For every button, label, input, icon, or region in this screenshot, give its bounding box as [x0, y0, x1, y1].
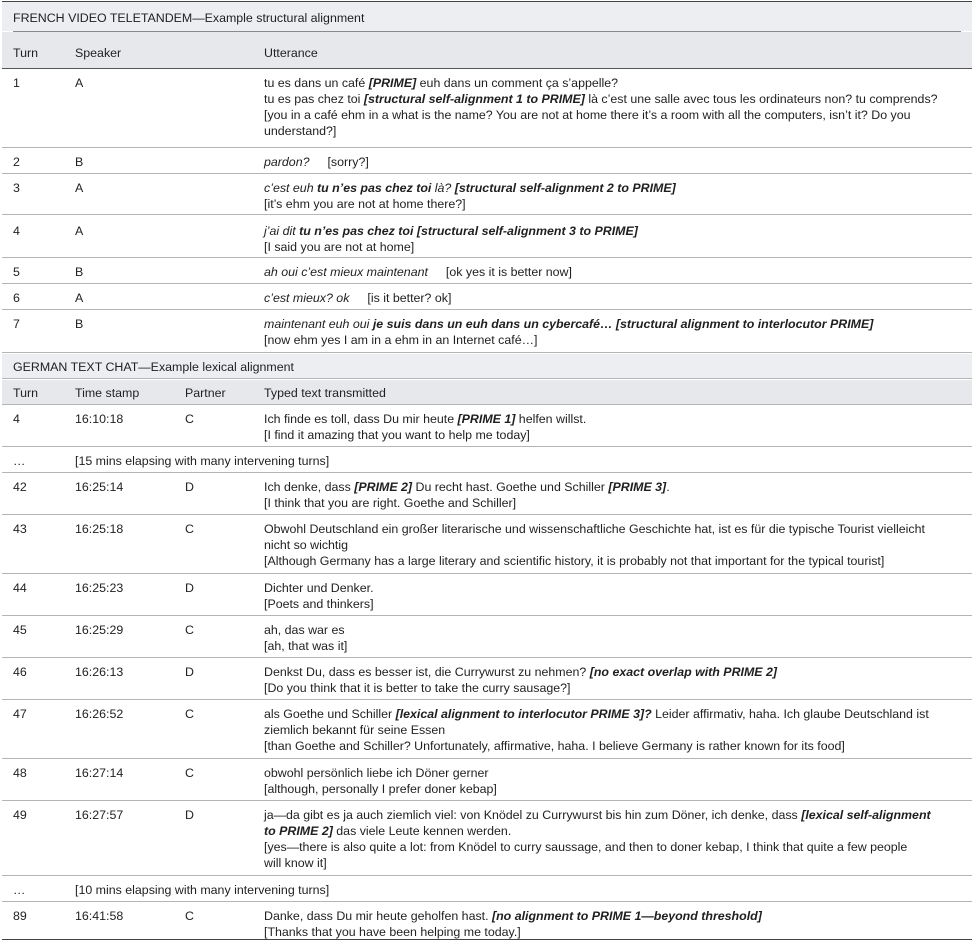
chat-text: Obwohl Deutschland ein großer literarische und wissenschaftliche Geschichte hat, ist es für die typische Tourist vielleicht — [264, 522, 925, 536]
elapsed-note: [10 mins elapsing with many intervening turns] — [75, 883, 330, 897]
time-cell: 16:25:18 — [75, 522, 124, 536]
table-row — [2, 474, 972, 515]
translation: [Do you think that it is better to take the curry sausage?] — [264, 681, 571, 695]
utterance-text: maintenant euh oui — [264, 317, 373, 331]
text-cell — [264, 516, 964, 569]
table-row — [2, 448, 972, 473]
turn-cell: 4 — [13, 412, 20, 426]
table-row — [2, 617, 972, 658]
translation: [it’s ehm you are not at home there?] — [264, 197, 466, 211]
partner-cell: C — [185, 522, 194, 536]
speaker-cell: B — [75, 265, 84, 279]
utterance-cell — [264, 285, 964, 306]
chat-text: Leider affirmativ, haha. Ich glaube Deutschland ist — [651, 707, 929, 721]
annotation: [structural self-alignment 2 to PRIME] — [454, 181, 676, 195]
turn-cell: 44 — [13, 581, 27, 595]
table-row — [2, 285, 972, 310]
turn-cell: 46 — [13, 665, 27, 679]
table-row — [2, 575, 972, 616]
french-header-row — [2, 32, 972, 69]
annotation: [structural self-alignment 1 to PRIME] — [363, 92, 585, 106]
table-row — [2, 701, 972, 759]
text-cell — [264, 617, 964, 654]
annotation: [PRIME] — [368, 76, 417, 90]
partner-cell: D — [185, 480, 194, 494]
table-row — [2, 516, 972, 574]
table-row — [2, 259, 972, 284]
annotation: [PRIME 2] — [354, 480, 413, 494]
turn-cell: 89 — [13, 909, 27, 923]
col-utterance-header: Utterance — [264, 46, 318, 60]
chat-text: Dichter und Denker. — [264, 581, 374, 595]
chat-text: nicht so wichtig — [264, 538, 349, 552]
text-cell — [264, 802, 964, 871]
translation: [Thanks that you have been helping me today.] — [264, 925, 521, 939]
translation: [Although Germany has a large literary and scientific history, it is probably not that important for the typical tourist] — [264, 554, 885, 568]
annotation: [no alignment to PRIME 1—beyond threshold] — [491, 909, 762, 923]
alignment-table — [2, 1, 972, 940]
text-cell — [264, 406, 964, 443]
turn-cell: 48 — [13, 766, 27, 780]
chat-text: das viele Leute kennen werden. — [332, 824, 512, 838]
text-cell — [264, 474, 964, 511]
translation: [ah, that was it] — [264, 639, 348, 653]
col-speaker-header: Speaker — [75, 46, 122, 60]
annotation: [PRIME 3] — [608, 480, 667, 494]
chat-text: ah, das war es — [264, 623, 345, 637]
time-cell: 16:25:29 — [75, 623, 124, 637]
annotation: [PRIME 1] — [457, 412, 516, 426]
annotation: to PRIME 2] — [264, 824, 333, 838]
text-cell — [264, 903, 964, 940]
translation: [ok yes it is better now] — [445, 265, 572, 279]
table-row — [2, 659, 972, 700]
chat-text: als Goethe und Schiller — [264, 707, 396, 721]
time-cell: 16:26:52 — [75, 707, 124, 721]
utterance-text: là c’est une salle avec tous les ordinateurs non? tu comprends? — [584, 92, 938, 106]
speaker-cell: B — [75, 155, 84, 169]
turn-cell: 4 — [13, 224, 20, 238]
col-turn-header: Turn — [13, 386, 39, 400]
col-text-header: Typed text transmitted — [264, 386, 386, 400]
translation: [you in a café ehm in a what is the name? You are not at home there it’s a room with all the computers, isn’t it? Do you — [264, 108, 911, 122]
partner-cell: D — [185, 665, 194, 679]
chat-text: Ich finde es toll, dass Du mir heute — [264, 412, 458, 426]
translation: [I think that you are right. Goethe and Schiller] — [264, 496, 517, 510]
utterance-cell — [264, 149, 964, 170]
translation: [yes—there is also quite a lot: from Knödel to curry saussage, and then to doner kebap, I think that quite a few people — [264, 840, 908, 854]
col-turn-header: Turn — [13, 46, 39, 60]
annotation: tu n’es pas chez toi — [299, 224, 414, 238]
translation: understand?] — [264, 124, 337, 138]
table-row — [2, 311, 972, 353]
french-section-title — [2, 2, 972, 31]
utterance-text: c’est euh — [264, 181, 318, 195]
table-row — [2, 216, 972, 258]
partner-cell: D — [185, 581, 194, 595]
speaker-cell: B — [75, 317, 84, 331]
turn-cell: 42 — [13, 480, 27, 494]
partner-cell: C — [185, 623, 194, 637]
utterance-cell — [264, 259, 964, 280]
german-title: GERMAN TEXT CHAT—Example lexical alignment — [13, 360, 294, 374]
turn-cell: 49 — [13, 808, 27, 822]
chat-text: ziemlich bekannt für seine Essen — [264, 723, 446, 737]
time-cell: 16:26:13 — [75, 665, 124, 679]
utterance-cell — [264, 70, 964, 139]
turn-cell: 3 — [13, 181, 20, 195]
table-row — [2, 802, 972, 876]
utterance-text: ah oui c’est mieux maintenant — [264, 265, 428, 279]
time-cell: 16:27:57 — [75, 808, 124, 822]
text-cell — [264, 575, 964, 612]
utterance-cell — [264, 175, 964, 212]
text-cell — [264, 701, 964, 754]
turn-cell: 47 — [13, 707, 27, 721]
translation: [although, personally I prefer doner kebap] — [264, 782, 497, 796]
table-row — [2, 70, 972, 148]
elapsed-note: [15 mins elapsing with many intervening turns] — [75, 454, 330, 468]
translation: [Poets and thinkers] — [264, 597, 374, 611]
time-cell: 16:27:14 — [75, 766, 124, 780]
translation: [I find it amazing that you want to help me today] — [264, 428, 530, 442]
utterance-text: tu es dans un café — [264, 76, 369, 90]
annotation: je suis dans un euh dans un cybercafé… — [372, 317, 613, 331]
translation: [is it better? ok] — [367, 291, 452, 305]
table-row — [2, 149, 972, 174]
translation: [sorry?] — [327, 155, 369, 169]
col-time-header: Time stamp — [75, 386, 140, 400]
translation: [than Goethe and Schiller? Unfortunately, affirmative, haha. I believe Germany is rather known for its food] — [264, 739, 845, 753]
annotation: [structural alignment to interlocutor PRIME] — [612, 317, 874, 331]
turn-cell: 2 — [13, 155, 20, 169]
chat-text: . — [666, 480, 670, 494]
turn-cell: 1 — [13, 76, 20, 90]
table-row — [2, 175, 972, 215]
german-header-row — [2, 380, 972, 405]
turn-cell: 7 — [13, 317, 20, 331]
translation: will know it] — [264, 856, 327, 870]
turn-cell: … — [13, 883, 26, 897]
table-row — [2, 903, 972, 940]
time-cell: 16:41:58 — [75, 909, 124, 923]
utterance-text: tu es pas chez toi — [264, 92, 364, 106]
text-cell — [264, 760, 964, 797]
partner-cell: D — [185, 808, 194, 822]
utterance-cell — [264, 311, 964, 348]
french-title: FRENCH VIDEO TELETANDEM—Example structural alignment — [13, 11, 365, 25]
annotation: tu n’es pas chez toi — [317, 181, 432, 195]
partner-cell: C — [185, 909, 194, 923]
utterance-text: j’ai dit — [264, 224, 300, 238]
chat-text: Denkst Du, dass es besser ist, die Currywurst zu nehmen? — [264, 665, 590, 679]
utterance-text: euh dans un comment ça s’appelle? — [416, 76, 619, 90]
utterance-cell — [264, 216, 964, 255]
partner-cell: C — [185, 766, 194, 780]
col-partner-header: Partner — [185, 386, 226, 400]
speaker-cell: A — [75, 76, 84, 90]
german-section-title — [2, 354, 972, 379]
chat-text: Du recht hast. Goethe und Schiller — [412, 480, 609, 494]
speaker-cell: A — [75, 224, 84, 238]
annotation: [structural self-alignment 3 to PRIME] — [413, 224, 638, 238]
annotation: [lexical self-alignment — [801, 808, 931, 822]
utterance-text: pardon? — [264, 155, 310, 169]
table-row — [2, 406, 972, 447]
time-cell: 16:25:14 — [75, 480, 124, 494]
time-cell: 16:25:23 — [75, 581, 124, 595]
annotation: [lexical alignment to interlocutor PRIME 3]? — [395, 707, 652, 721]
turn-cell: … — [13, 454, 26, 468]
annotation: [no exact overlap with PRIME 2] — [589, 665, 778, 679]
table-row — [2, 760, 972, 801]
turn-cell: 6 — [13, 291, 20, 305]
turn-cell: 5 — [13, 265, 20, 279]
chat-text: Danke, dass Du mir heute geholfen hast. — [264, 909, 492, 923]
partner-cell: C — [185, 707, 194, 721]
turn-cell: 43 — [13, 522, 27, 536]
table-row — [2, 877, 972, 902]
speaker-cell: A — [75, 291, 84, 305]
chat-text: obwohl persönlich liebe ich Döner gerner — [264, 766, 489, 780]
turn-cell: 45 — [13, 623, 27, 637]
chat-text: Ich denke, dass — [264, 480, 355, 494]
partner-cell: C — [185, 412, 194, 426]
text-cell — [264, 659, 964, 696]
speaker-cell: A — [75, 181, 84, 195]
utterance-text: c’est mieux? ok — [264, 291, 350, 305]
translation: [I said you are not at home] — [264, 240, 415, 254]
translation: [now ehm yes I am in a ehm in an Internet café…] — [264, 333, 538, 347]
utterance-text: là? — [431, 181, 455, 195]
time-cell: 16:10:18 — [75, 412, 124, 426]
chat-text: ja—da gibt es ja auch ziemlich viel: von Knödel zu Currywurst bis hin zum Döner, ich denke, dass — [264, 808, 802, 822]
chat-text: helfen willst. — [515, 412, 587, 426]
